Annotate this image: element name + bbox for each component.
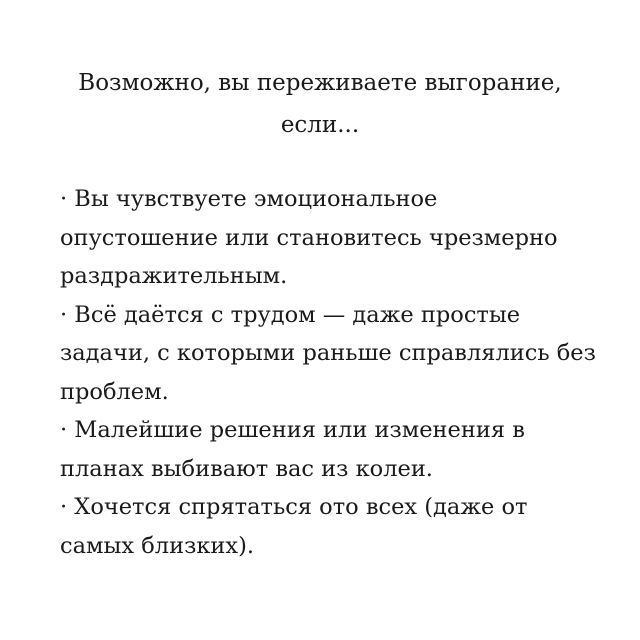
symptom-list bbox=[60, 180, 600, 565]
list-item-line: проблем. bbox=[60, 378, 169, 405]
list-item-line: · Малейшие решения или изменения в bbox=[60, 417, 525, 443]
page-title bbox=[60, 62, 580, 146]
list-item-line: · Всё даётся с трудом — даже простые bbox=[60, 301, 521, 328]
list-item bbox=[60, 488, 600, 565]
title-line: если... bbox=[280, 112, 360, 138]
list-item-line: планах выбивают вас из колеи. bbox=[60, 455, 433, 482]
list-item bbox=[60, 180, 600, 296]
list-item-line: опустошение или становитесь чрезмерно bbox=[60, 224, 558, 251]
list-item-line: · Вы чувствуете эмоциональное bbox=[60, 186, 438, 212]
title-line: Возможно, вы переживаете выгорание, bbox=[78, 70, 562, 96]
list-item-line: самых близких). bbox=[60, 532, 255, 559]
list-item bbox=[60, 411, 600, 488]
list-item-line: · Хочется спрятаться ото всех (даже от bbox=[60, 494, 528, 520]
list-item bbox=[60, 296, 600, 412]
list-item-line: раздражительным. bbox=[60, 263, 288, 289]
list-item-line: задачи, с которыми раньше справлялись без bbox=[60, 340, 596, 366]
